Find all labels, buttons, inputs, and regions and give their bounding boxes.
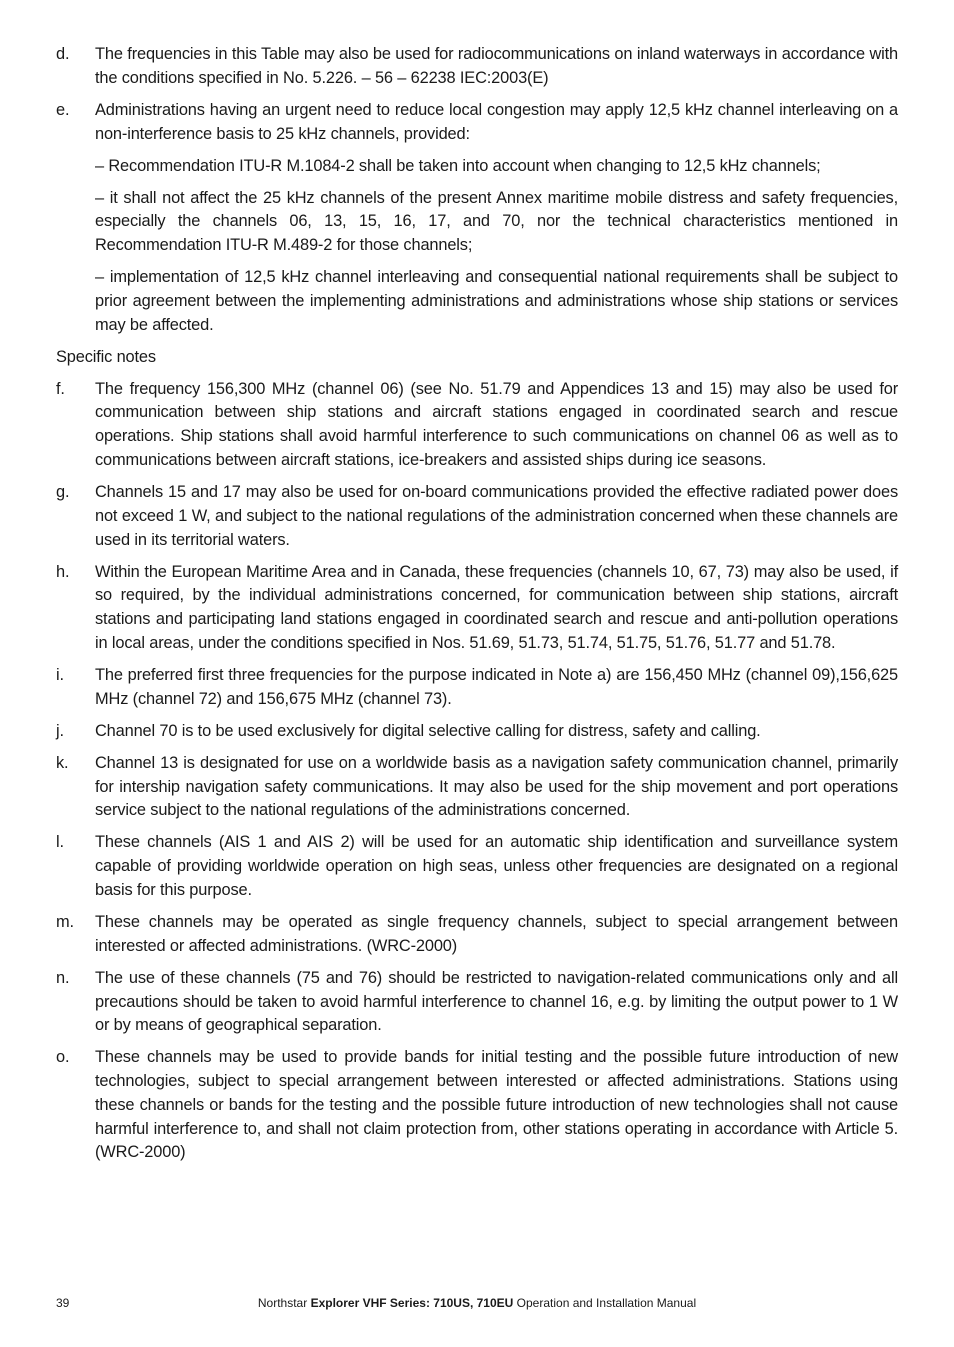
section-heading: Specific notes bbox=[56, 347, 156, 366]
note-letter: j. bbox=[56, 721, 64, 740]
note-text: Administrations having an urgent need to reduce local congestion may apply 12,5 kHz channel interleaving on a non-interference basis to 25 kHz channels, provided: bbox=[95, 100, 898, 143]
note-i bbox=[56, 664, 898, 712]
note-d bbox=[56, 43, 898, 91]
document-type: Operation and Installation Manual bbox=[516, 1296, 697, 1310]
note-f bbox=[56, 378, 898, 473]
note-text: These channels may be operated as single frequency channels, subject to special arrangement between interested or affected administrations. (WRC-2000) bbox=[95, 912, 898, 955]
note-text: Channels 15 and 17 may also be used for on-board communications provided the effective radiated power does not exceed 1 W, and subject to the national regulations of the administration concerned when these channels are used in its territorial waters. bbox=[95, 483, 898, 549]
note-l bbox=[56, 831, 898, 902]
note-text: These channels (AIS 1 and AIS 2) will be used for an automatic ship identification and surveillance system capable of providing worldwide operation on high seas, unless other frequencies are designated on a regional basis for this purpose. bbox=[95, 833, 898, 899]
condition-item: – it shall not affect the 25 kHz channels of the present Annex maritime mobile distress and safety frequencies, especially the channels 06, 13, 15, 16, 17, and 70, nor the technical characteristics mentioned in Recommendation ITU-R M.489-2 for those channels; bbox=[95, 188, 898, 255]
note-letter: o. bbox=[56, 1048, 70, 1067]
note-letter: e. bbox=[56, 100, 70, 119]
brand-name: Northstar bbox=[257, 1296, 308, 1310]
note-text: Channel 13 is designated for use on a worldwide basis as a navigation safety communication channel, primarily for intership navigation safety communications. It may also be used for the ship movement and port operations service subject to the national regulations of the administrations concerned. bbox=[95, 753, 898, 820]
note-text: The use of these channels (75 and 76) should be restricted to navigation-related communications only and all precautions should be taken to avoid harmful interference to channel 16, e.g. by limiting the output power to 1 W or by means of geographical separation. bbox=[95, 968, 898, 1035]
note-text: The frequencies in this Table may also be used for radiocommunications on inland waterways in accordance with the conditions specified in No. 5.226. – 56 – 62238 IEC:2003(E) bbox=[95, 45, 898, 87]
page-content bbox=[56, 43, 898, 1173]
product-name: Explorer VHF Series: 710US, 710EU bbox=[310, 1296, 514, 1310]
page-number: 39 bbox=[56, 1296, 70, 1310]
note-g bbox=[56, 481, 898, 552]
note-text: Channel 70 is to be used exclusively for digital selective calling for distress, safety and calling. bbox=[95, 721, 761, 740]
note-letter: h. bbox=[56, 562, 70, 581]
note-h bbox=[56, 561, 898, 656]
manual-title bbox=[56, 1294, 898, 1312]
page-footer bbox=[56, 1294, 898, 1312]
note-k bbox=[56, 752, 898, 823]
note-letter: m. bbox=[56, 912, 74, 931]
condition-item: – Recommendation ITU-R M.1084-2 shall be taken into account when changing to 12,5 kHz channels; bbox=[95, 156, 821, 175]
note-j bbox=[56, 720, 898, 744]
note-letter: l. bbox=[56, 833, 64, 852]
note-letter: g. bbox=[56, 483, 70, 502]
note-text: The frequency 156,300 MHz (channel 06) (see No. 51.79 and Appendices 13 and 15) may also be used for communication between ship stations and aircraft stations engaged in coordinated search and rescue operations. Ship stations shall avoid harmful interference to such communications on channel 06 as well as to communications between aircraft stations, ice-breakers and assisted ships during ice seasons. bbox=[95, 379, 898, 470]
note-text: The preferred first three frequencies for the purpose indicated in Note a) are 156,450 MHz (channel 09),156,625 MHz (channel 72) and 156,675 MHz (channel 73). bbox=[95, 666, 898, 708]
note-m bbox=[56, 911, 898, 959]
note-text: Within the European Maritime Area and in Canada, these frequencies (channels 10, 67, 73) may also be used, if so required, by the individual administrations concerned, for communication between ship stations, aircraft stations and participating land stations engaged in coordinated search and rescue and anti-pollution operations in local areas, under the conditions specified in Nos. 51.69, 51.73, 51.74, 51.75, 51.76, 51.77 and 51.78. bbox=[95, 562, 898, 653]
note-letter: f. bbox=[56, 379, 65, 398]
note-letter: i. bbox=[56, 666, 64, 685]
note-text: These channels may be used to provide bands for initial testing and the possible future introduction of new technologies, subject to special arrangement between interested or affected administrations. Stations using these channels or bands for the testing and the possible future introduction of new technologies shall not cause harmful interference to, and shall not claim protection from, other stations operating in accordance with Article 5. (WRC-2000) bbox=[95, 1048, 898, 1162]
note-letter: n. bbox=[56, 968, 70, 987]
note-n bbox=[56, 967, 898, 1038]
condition-item: – implementation of 12,5 kHz channel interleaving and consequential national requirements shall be subject to prior agreement between the implementing administrations and administrations whose ship stations or services may be affected. bbox=[95, 268, 898, 334]
note-e bbox=[56, 99, 898, 147]
note-letter: d. bbox=[56, 45, 70, 63]
note-o bbox=[56, 1046, 898, 1165]
note-letter: k. bbox=[56, 753, 69, 772]
